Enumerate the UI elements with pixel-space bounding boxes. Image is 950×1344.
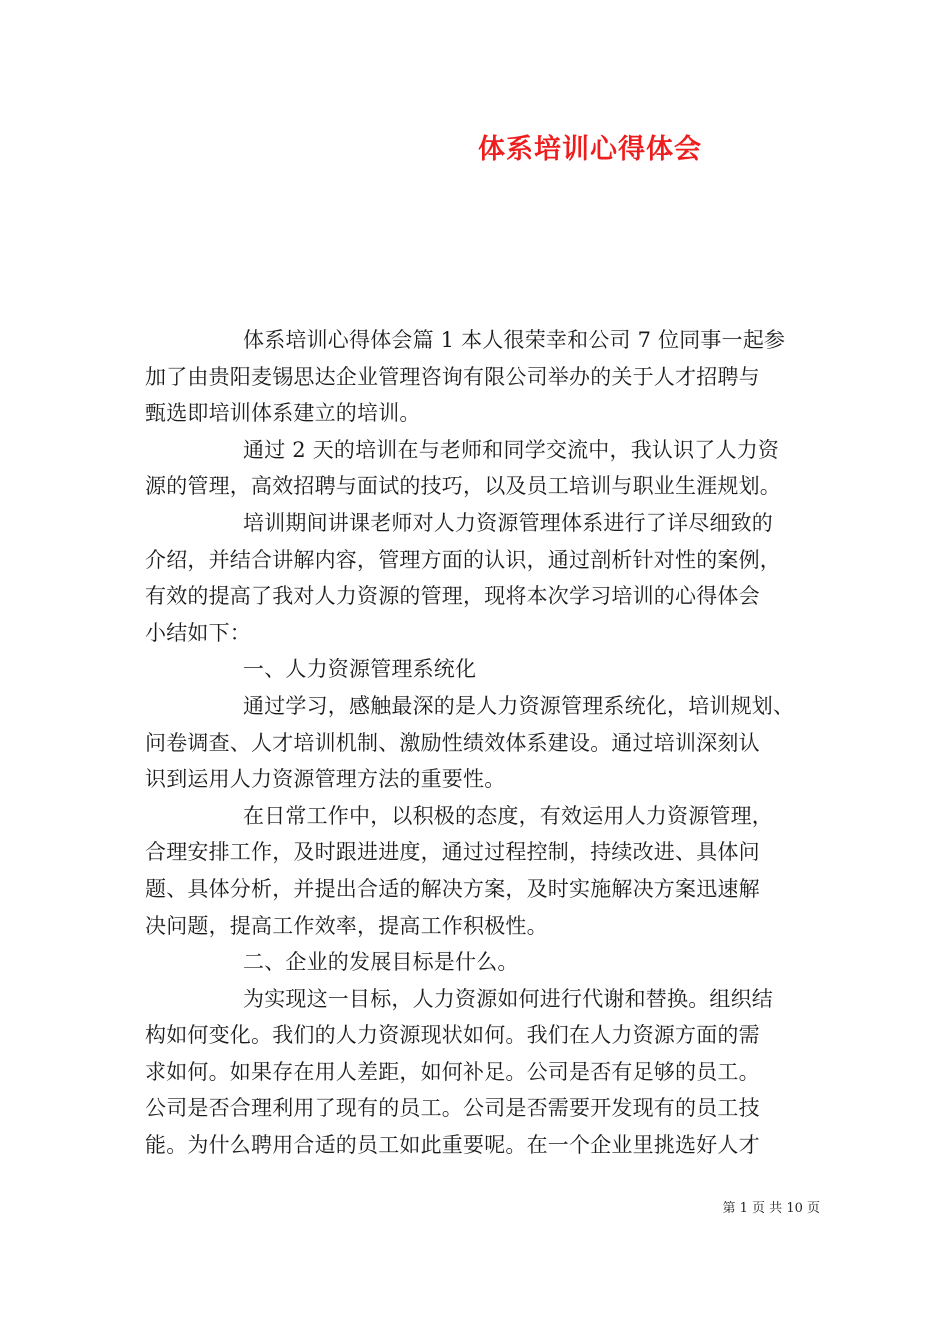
- body-line: 为实现这一目标，人力资源如何进行代谢和替换。组织结: [243, 986, 773, 1011]
- body-line: 源的管理，高效招聘与面试的技巧，以及员工培训与职业生涯规划。: [145, 474, 781, 499]
- document-title: 体系培训心得体会: [478, 134, 702, 165]
- section-heading: 二、企业的发展目标是什么。: [243, 950, 519, 975]
- document-body: [145, 322, 825, 1164]
- body-line: 小结如下：: [145, 620, 251, 645]
- body-line: 培训期间讲课老师对人力资源管理体系进行了详尽细致的: [243, 510, 773, 535]
- body-line: 题、具体分析，并提出合适的解决方案，及时实施解决方案迅速解: [145, 876, 760, 901]
- body-line: 问卷调查、人才培训机制、激励性绩效体系建设。通过培训深刻认: [145, 730, 760, 755]
- body-line: 通过 2 天的培训在与老师和同学交流中，我认识了人力资: [243, 437, 780, 462]
- body-line: 通过学习，感触最深的是人力资源管理系统化，培训规划、: [243, 693, 795, 718]
- body-line: 甄选即培训体系建立的培训。: [145, 401, 421, 426]
- body-line: 介绍，并结合讲解内容，管理方面的认识，通过剖析针对性的案例，: [145, 547, 781, 572]
- page-number: 第 1 页 共 10 页: [722, 1201, 820, 1216]
- body-line: 能。为什么聘用合适的员工如此重要呢。在一个企业里挑选好人才: [145, 1133, 760, 1158]
- body-line: 有效的提高了我对人力资源的管理，现将本次学习培训的心得体会: [145, 584, 760, 609]
- body-line: 在日常工作中，以积极的态度，有效运用人力资源管理，: [243, 803, 773, 828]
- body-line: 合理安排工作，及时跟进进度，通过过程控制，持续改进、具体问: [145, 840, 760, 865]
- body-line: 体系培训心得体会篇 1 本人很荣幸和公司 7 位同事一起参: [243, 328, 786, 352]
- body-line: 加了由贵阳麦锡思达企业管理咨询有限公司举办的关于人才招聘与: [145, 364, 760, 389]
- body-line: 求如何。如果存在用人差距，如何补足。公司是否有足够的员工。: [145, 1059, 760, 1084]
- body-line: 公司是否合理利用了现有的员工。公司是否需要开发现有的员工技: [145, 1096, 760, 1121]
- body-line: 构如何变化。我们的人力资源现状如何。我们在人力资源方面的需: [145, 1023, 760, 1048]
- body-line: 识到运用人力资源管理方法的重要性。: [145, 767, 506, 792]
- body-line: 决问题，提高工作效率，提高工作积极性。: [145, 913, 548, 938]
- section-heading: 一、人力资源管理系统化: [243, 657, 477, 682]
